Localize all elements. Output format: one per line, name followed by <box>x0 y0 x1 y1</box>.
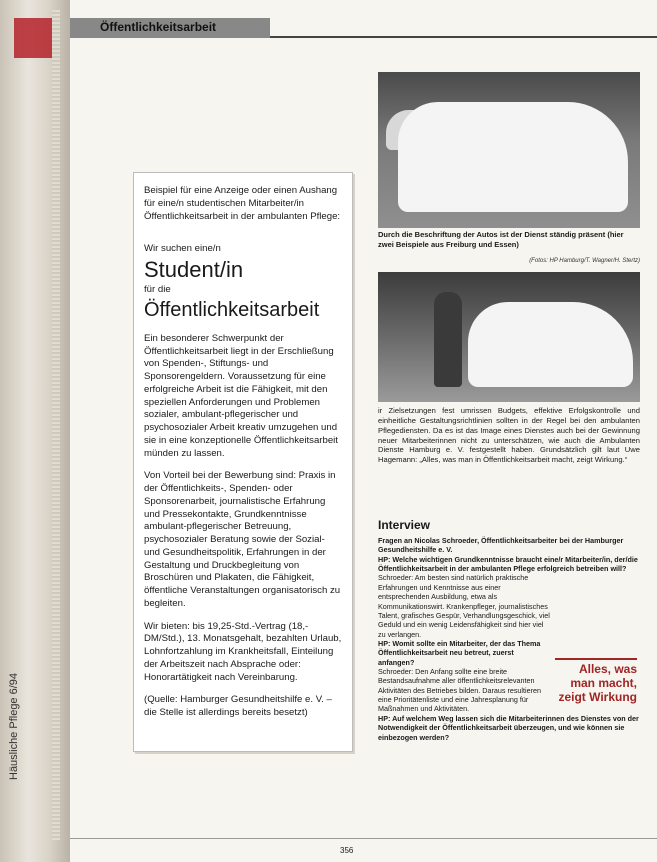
ad-paragraph-1: Ein besonderer Schwerpunkt der Öffentlichkeitsarbeit liegt in der Erschließung von Spenden-, Stiftungs- und Sponsorengeldern. Voraussetzung für eine erfolgreiche Arbeit ist die Fähigkeit, mit den speziellen Anforderungen und Problemen sozialer, ambulant-pflegerischer und psychosozialer Arbeit kreativ umzugehen und sie in eine konzeptionelle Öffentlichkeitsarbeit münden zu lassen. <box>144 332 338 459</box>
page-edges <box>52 10 60 840</box>
photo-credit: (Fotos: HP Hamburg/T. Wagner/H. Stertz) <box>529 258 640 264</box>
header-rule <box>270 36 657 38</box>
ad-field: Öffentlichkeitsarbeit <box>144 298 320 321</box>
interview-answer-1: Schroeder: Am besten sind natürlich praktische Erfahrungen und Kenntnisse aus einer entsprechenden Ausbildung, etwa als Kommunikationswirt. Krankenpfleger, journalistisches Talent, grafisches Gespür, Verhandlungsgeschick, viel Geduld und ein wenig Leidensfähigkeit sind hier viel zu verlangen. <box>378 573 550 639</box>
interview-question-1: HP: Welche wichtigen Grundkenntnisse braucht eine/r Mitarbeiter/in, der/die Öffentlichkeitsarbeit in der ambulanten Pflege erfolgreich betreiben will? <box>378 554 638 574</box>
ad-source: (Quelle: Hamburger Gesundheitshilfe e. V. – die Stelle ist allerdings bereits besetzt) <box>144 694 332 719</box>
photo-caption: Durch die Beschriftung der Autos ist der Dienst ständig präsent (hier zwei Beispiele aus Freiburg und Essen) <box>378 230 624 249</box>
car-white <box>398 102 628 212</box>
section-title: Öffentlichkeitsarbeit <box>100 20 217 34</box>
ad-role: Student/in <box>144 257 244 282</box>
ad-paragraph-3: Wir bieten: bis 19,25-Std.-Vertrag (18,- DM/Std.), 13. Monatsgehalt, bezahlten Urlaub, Lohnfortzahlung im Krankheitsfall, Einteilung der Arbeitszeit nach Absprache oder: Honorartätigkeit nach Vereinbarung. <box>144 620 342 683</box>
job-ad-box <box>133 172 353 752</box>
pull-quote: Alles, was man macht, zeigt Wirkung <box>555 658 637 704</box>
car-station-wagon <box>468 302 633 387</box>
ad-for: für die <box>144 284 171 296</box>
article-body: ir Zielsetzungen fest umrissen Budgets, effektive Erfolgskontrolle und einheitliche Gestaltungsrichtlinien sollten in der Regel bei den ambulanten Pflegediensten. Da es ist das Image eines Dienstes auch bei der Gewinnung neuer Mitarbeiterinnen nicht zu unterschätzen, wie auch die Ambulanten Dienste Hamburg e. V. festgestellt haben. Grundsätzlich gilt laut Uwe Hagemann: „Alles, was man in Öffentlichkeitsarbeit macht, zeigt Wirkung.“ <box>378 406 640 465</box>
page-number: 356 <box>340 846 354 855</box>
interview-intro: Fragen an Nicolas Schroeder, Öffentlichkeitsarbeiter bei der Hamburger Gesundheitshilfe e. V. <box>378 536 624 555</box>
footer-rule <box>70 838 657 839</box>
ad-intro: Beispiel für eine Anzeige oder einen Aushang für eine/n studentischen Mitarbeiter/in Öffentlichkeitsarbeit in der ambulanten Pflege: <box>144 185 341 222</box>
ad-paragraph-2: Von Vorteil bei der Bewerbung sind: Praxis in der Öffentlichkeits-, Spenden- oder Sponsorenarbeit, journalistische Erfahrung und Pressekontakte, Grundkenntnisse ambulant-pflegerischer Betreuung, psychosozialer Beratung sowie der Sozial- und Gesundheitspolitik, Erfahrungen in der Gestaltung und Druckbegleitung von Broschüren und Plakaten, die Fähigkeit, öffentliche Veranstaltungen organisatorisch zu begleiten. <box>144 470 341 609</box>
journal-label: Häusliche Pflege 6/94 <box>8 672 20 780</box>
ad-seeking: Wir suchen eine/n <box>144 243 221 255</box>
interview-block <box>378 536 640 742</box>
interview-question-2: HP: Womit sollte ein Mitarbeiter, der das Thema Öffentlichkeitsarbeit neu betreut, zuerst anfangen? <box>378 638 541 667</box>
person-figure <box>434 292 462 387</box>
interview-answer-2: Schroeder: Den Anfang sollte eine breite Bestandsaufnahme aller öffentlichkeitsrelevanten Aktivitäten des Betriebes bilden. Daraus resultieren eine Prioritätenliste und eine Jahresplanung für Maßnahmen und Aktivitäten. <box>378 667 542 714</box>
interview-heading: Interview <box>378 518 431 532</box>
interview-question-3: HP: Auf welchem Weg lassen sich die Mitarbeiterinnen des Dienstes von der Notwendigkeit der Öffentlichkeitsarbeit überzeugen, und wie können sie einbezogen werden? <box>378 713 639 742</box>
photo-cars-2 <box>378 272 640 402</box>
photo-cars-1 <box>378 72 640 228</box>
